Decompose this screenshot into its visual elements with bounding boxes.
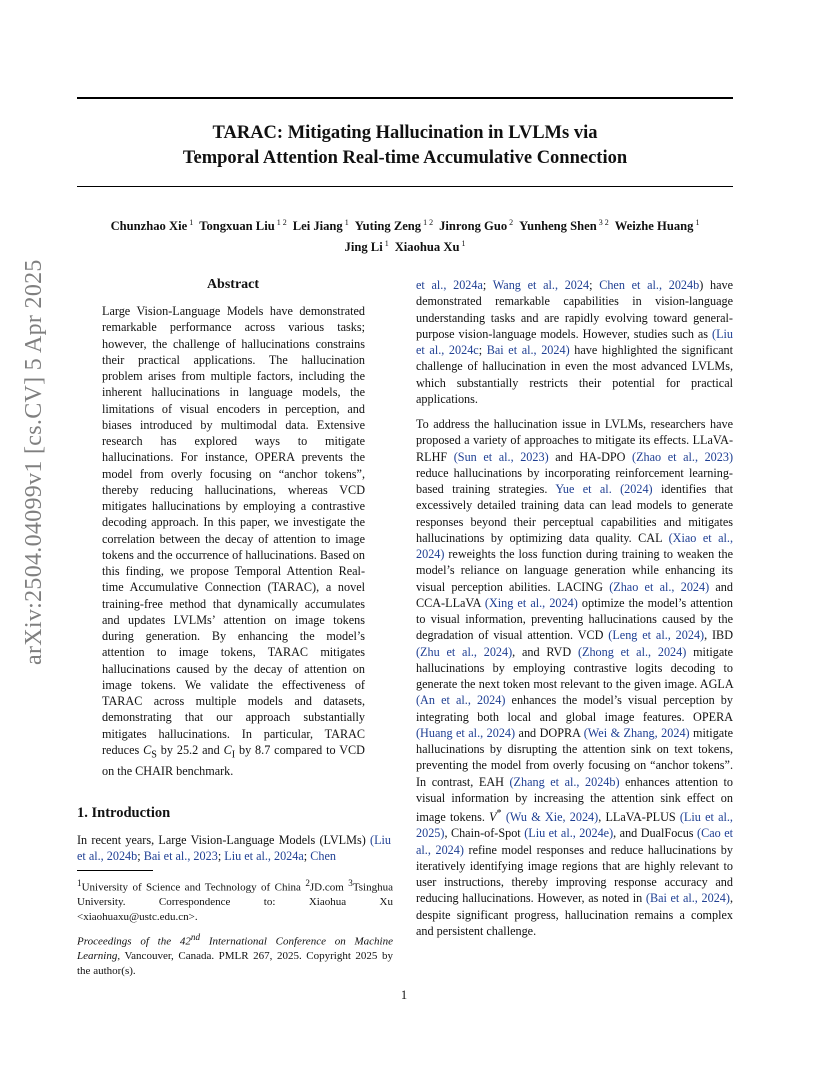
title-line-1: TARAC: Mitigating Hallucination in LVLMs via bbox=[212, 123, 598, 143]
citation-link[interactable]: et al., 2024a bbox=[416, 278, 483, 292]
author-name: Chunzhao Xie $^1$ bbox=[110, 218, 194, 234]
text-run: , and RVD bbox=[512, 644, 578, 659]
citation-link[interactable]: (Sun et al., 2023) bbox=[453, 449, 549, 464]
author-line-2 bbox=[70, 235, 740, 256]
text-run: , Chain-of-Spot bbox=[444, 826, 525, 841]
affiliation-marker: 1 bbox=[693, 218, 700, 227]
citation-link[interactable]: Bai et al., 2024) bbox=[486, 343, 570, 357]
text-run: ) have demonstrated remarkable capabilities in vision-language understanding tasks and are rapidly evolving toward general-purpose vision-language models. However, studies such as bbox=[416, 278, 733, 341]
citation-link[interactable]: (Liu et al., 2024b bbox=[77, 833, 391, 864]
citation-link[interactable]: (Xiao et al., 2024) bbox=[416, 530, 733, 561]
page-number: 1 bbox=[400, 988, 408, 1002]
citation-link[interactable]: (Bai et al., 2024) bbox=[645, 891, 730, 906]
text-run: University of Science and Technology of China bbox=[81, 881, 306, 894]
citation-link[interactable]: (Liu et al., 2024e) bbox=[524, 826, 614, 841]
text-run: JD.com bbox=[309, 881, 349, 894]
text-run: enhances the model’s visual perception by integrating both local and global image features. OPERA bbox=[416, 693, 733, 724]
text-run: S bbox=[151, 749, 157, 761]
text-run: * bbox=[496, 808, 502, 819]
citation-link[interactable]: (Liu et al., 2024c bbox=[416, 326, 733, 357]
citation-link[interactable]: (Wu & Xie, 2024) bbox=[505, 810, 599, 825]
title-line-2: Temporal Attention Real-time Accumulative Connection bbox=[182, 148, 628, 168]
text-run: and DOPRA bbox=[515, 725, 584, 740]
author-name: Tongxuan Liu $^{1 2}$ bbox=[199, 218, 287, 234]
citation-link[interactable]: Yue et al. (2024) bbox=[555, 482, 653, 496]
citation-link[interactable]: (Leng et al., 2024) bbox=[608, 628, 705, 643]
arxiv-identifier: arXiv:2504.04099v1 [cs.CV] 5 Apr 2025 bbox=[21, 259, 47, 665]
text-run: , IBD bbox=[704, 628, 733, 643]
introduction-paragraph bbox=[77, 832, 391, 865]
title-rule-bottom bbox=[77, 186, 733, 187]
text-run: mitigate hallucinations by disrupting the attention sink on text tokens, preventing the model from overly focusing on “anchor tokens”. In contrast, EAH bbox=[416, 725, 733, 789]
text-run: To address the hallucination issue in LVLMs, researchers have proposed a variety of approaches to mitigate its effects. LLaVA-RLHF bbox=[416, 417, 733, 464]
affiliation-marker: 1 2 bbox=[274, 218, 287, 227]
footnote-rule bbox=[77, 870, 153, 871]
text-run: by 25.2 and bbox=[156, 742, 224, 757]
citation-link[interactable]: (Cao et al., 2024) bbox=[416, 826, 733, 857]
right-column-paragraph-1 bbox=[416, 277, 733, 407]
citation-link[interactable]: (Liu et al., 2025) bbox=[416, 810, 733, 841]
citation-link[interactable]: Bai et al., 2023 bbox=[143, 849, 218, 864]
text-run: refine model responses and reduce hallucinations by iteratively identifying image regions that are highly relevant to user instructions, thereby improving response accuracy and reducing hallucinations. However, as noted in bbox=[416, 842, 733, 906]
text-run: and CCA-LLaVA bbox=[416, 579, 733, 610]
math-symbol: 42 bbox=[179, 935, 191, 948]
paper-title bbox=[77, 121, 733, 171]
citation-link[interactable]: (Zhu et al., 2024) bbox=[416, 644, 513, 659]
text-run: Large Vision-Language Models have demonstrated remarkable performance across various tasks; however, the challenge of hallucinations constrains their practical applications. The hallucination problem arises from multiple factors, including the inherent hallucinations in language models, the limitations of visual encoders in perception, and biases introduced by multimodal data. Extensive research has explored ways to mitigate hallucinations. For instance, OPERA prevents the model from overly focusing on “anchor tokens”, thereby reducing hallucinations, whereas VCD mitigates hallucinations by employing a contrastive decoding approach. In this paper, we investigate the correlation between the decay of attention to image tokens and the occurrence of hallucinations. Based on this finding, we propose Temporal Attention Real-time Accumulative Connection (TARAC), a novel training-free method that dynamically accumulates and updates LVLMs’ attention on image tokens during generation. By enhancing the model’s attention to image tokens, TARAC mitigates hallucinations caused by the decay of attention on image tokens. We validate the effectiveness of TARAC across multiple models and datasets, demonstrating that our approach substantially mitigates hallucinations. In particular, TARAC reduces bbox=[102, 304, 365, 757]
citation-link[interactable]: (Wei & Zhang, 2024) bbox=[583, 725, 690, 740]
math-symbol: V bbox=[489, 810, 497, 825]
affiliation-marker: 1 bbox=[459, 239, 466, 249]
citation-link[interactable]: (Zhong et al., 2024) bbox=[577, 644, 687, 659]
text-run: enhances attention to visual information by increasing the attention sink effect on image tokens. bbox=[416, 774, 733, 825]
text-run: nd bbox=[190, 932, 201, 942]
text-run: identifies that excessively detailed training data can lead models to generate responses beyond their perceptual capabilities and mitigates hallucinations by optimizing data quality. CAL bbox=[416, 482, 733, 545]
citation-link[interactable]: Liu et al., 2024a bbox=[224, 849, 304, 864]
text-run: optimize the model’s attention to visual information, preventing hallucinations caused by the degradation of visual attention. VCD bbox=[416, 595, 733, 643]
citation-link[interactable]: (Huang et al., 2024) bbox=[416, 725, 516, 740]
text-run: I bbox=[231, 749, 236, 761]
text-run: ; bbox=[482, 278, 493, 292]
math-symbol: C bbox=[143, 742, 152, 757]
author-name: Weizhe Huang $^1$ bbox=[614, 218, 700, 234]
citation-link[interactable]: (Zhang et al., 2024b) bbox=[509, 774, 620, 789]
abstract-heading: Abstract bbox=[206, 277, 260, 292]
affiliation-marker: 2 bbox=[507, 218, 514, 227]
citation-link[interactable]: (An et al., 2024) bbox=[416, 693, 506, 708]
text-run: , despite significant progress, hallucination remains a complex and persistent challenge. bbox=[416, 891, 733, 938]
author-name: Jinrong Guo $^2$ bbox=[439, 218, 514, 234]
affiliation-marker: 1 bbox=[382, 239, 389, 249]
affiliation-footnote bbox=[77, 876, 393, 924]
text-run: reduce hallucinations by incorporating reinforcement learning-based training strategies. bbox=[416, 465, 733, 496]
text-run: 3 bbox=[348, 878, 353, 888]
affiliation-marker: 1 bbox=[342, 218, 349, 227]
text-run: 2 bbox=[305, 878, 310, 888]
author-name: Yuting Zeng $^{1 2}$ bbox=[354, 218, 434, 234]
text-run: International Conference on Machine Learning bbox=[77, 935, 393, 963]
citation-link[interactable]: (Zhao et al., 2024) bbox=[609, 579, 710, 594]
text-run: reweights the loss function during training to weaken the model’s reliance on language generation while enhancing its visual perception abilities. LACING bbox=[416, 547, 733, 594]
text-run: ; bbox=[137, 849, 144, 864]
citation-link[interactable]: Wang et al., 2024 bbox=[492, 278, 590, 292]
author-name: Lei Jiang $^1$ bbox=[292, 218, 349, 234]
text-run: , LLaVA-PLUS bbox=[598, 810, 680, 825]
text-run: have highlighted the significant challenge of hallucination in even the most advanced LVLMs, which substantially restricts their potential for practical applications. bbox=[416, 343, 734, 406]
text-run: , and DualFocus bbox=[613, 826, 698, 841]
text-run: Tsinghua University. Correspondence to: Xiaohua Xu <xiaohuaxu@ustc.edu.cn>. bbox=[77, 881, 393, 923]
citation-link[interactable]: (Xing et al., 2024) bbox=[484, 595, 578, 610]
affiliation-marker: 1 2 bbox=[421, 218, 434, 227]
text-run: , Vancouver, Canada. PMLR 267, 2025. Copyright 2025 by the author(s). bbox=[77, 950, 393, 977]
author-line-1 bbox=[70, 214, 740, 235]
text-run: In recent years, Large Vision-Language Models (LVLMs) bbox=[77, 833, 371, 847]
citation-link[interactable]: Chen et al., 2024b bbox=[599, 278, 700, 292]
affiliation-marker: 3 2 bbox=[596, 218, 609, 227]
author-name: Xiaohua Xu $^1$ bbox=[394, 239, 466, 255]
abstract-body bbox=[102, 303, 365, 780]
text-run: Proceedings of the bbox=[77, 935, 180, 948]
title-rule-top bbox=[77, 97, 733, 99]
math-symbol: C bbox=[223, 742, 232, 757]
text-run: 1 bbox=[77, 878, 82, 888]
text-run: and HA-DPO bbox=[548, 449, 633, 464]
text-run: ; bbox=[217, 849, 225, 864]
author-name: Jing Li $^1$ bbox=[344, 239, 389, 255]
right-column-paragraph-2 bbox=[416, 416, 733, 939]
introduction-heading: 1. Introduction bbox=[77, 805, 171, 821]
author-name: Yunheng Shen $^{3 2}$ bbox=[519, 218, 609, 234]
author-list bbox=[70, 214, 740, 256]
citation-link[interactable]: Chen bbox=[310, 849, 336, 864]
text-run: by 8.7 compared to VCD on the CHAIR benchmark. bbox=[102, 742, 365, 779]
text-run: ; bbox=[303, 849, 311, 864]
text-run: ; bbox=[589, 278, 600, 292]
citation-link[interactable]: (Zhao et al., 2023) bbox=[632, 449, 734, 464]
text-run: mitigate hallucinations by employing contrastive logits decoding to generate the next token most relevant to the given image. AGLA bbox=[416, 644, 734, 691]
affiliation-marker: 1 bbox=[187, 218, 194, 227]
proceedings-footnote bbox=[77, 930, 393, 978]
text-run: ; bbox=[478, 343, 487, 357]
